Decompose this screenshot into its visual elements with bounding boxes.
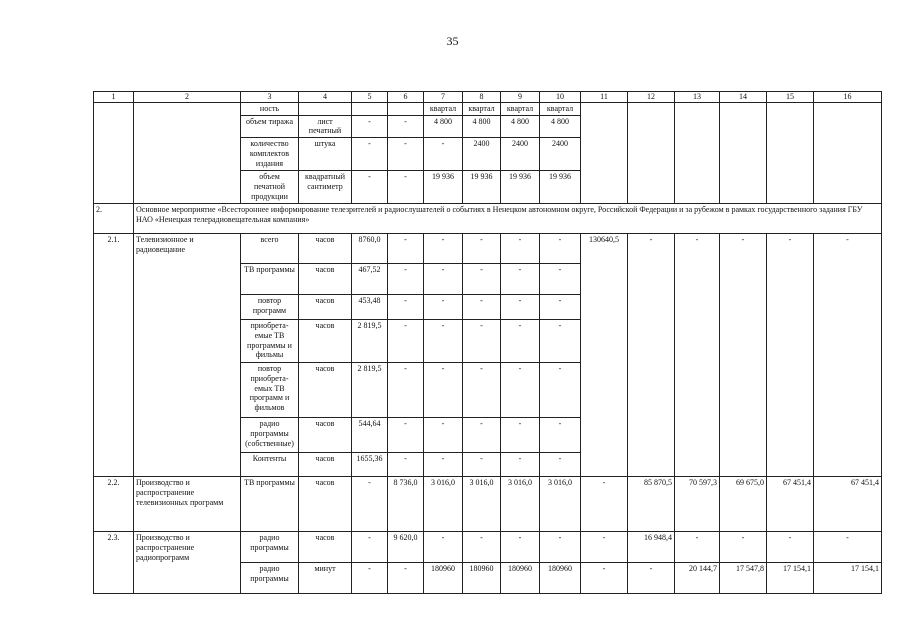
value-cell: - [501,363,540,418]
value-cell: - [540,418,581,453]
value-cell: 8760,0 [352,234,388,264]
value-cell: 180960 [540,563,581,594]
value-cell: - [352,171,388,204]
value-cell [388,102,424,115]
section-number: 2. [94,204,134,234]
value-cell: - [463,320,501,363]
value-cell: - [352,115,388,138]
cell-empty [675,102,720,203]
col-num: 13 [675,92,720,103]
value-cell: 8 736,0 [388,477,424,532]
indicator-label: ТВ программы [241,477,299,532]
value-cell: 4 800 [501,115,540,138]
finance-cell: 17 154,1 [814,563,882,594]
value-cell: - [501,532,540,563]
value-cell: - [540,320,581,363]
section-row [94,204,882,234]
indicator-label: количество комплектов издания [241,138,299,171]
finance-cell: 85 870,5 [628,477,675,532]
column-number-row [94,92,882,103]
value-cell: - [424,363,463,418]
finance-cell: 70 597,3 [675,477,720,532]
value-cell: - [540,234,581,264]
indicator-label: Контенты [241,453,299,477]
col-num: 5 [352,92,388,103]
value-cell: 453,48 [352,295,388,320]
finance-cell: - [581,532,628,563]
item-name: Производство и распространение телевизионных программ [134,477,241,532]
value-cell: - [540,264,581,295]
value-cell: квартал [463,102,501,115]
value-cell: 3 016,0 [501,477,540,532]
table-row [94,102,882,115]
unit-cell: часов [299,264,352,295]
cell-empty [814,102,882,203]
value-cell: 19 936 [501,171,540,204]
value-cell: - [352,477,388,532]
cell-empty [628,102,675,203]
value-cell: - [501,264,540,295]
value-cell: - [540,295,581,320]
value-cell: - [388,563,424,594]
table-row [94,477,882,532]
value-cell: 180960 [463,563,501,594]
value-cell: 2400 [540,138,581,171]
value-cell [352,102,388,115]
col-num: 8 [463,92,501,103]
col-num: 7 [424,92,463,103]
indicator-label: радио программы [241,563,299,594]
value-cell: - [424,295,463,320]
value-cell: - [501,234,540,264]
col-num: 2 [134,92,241,103]
value-cell: - [424,320,463,363]
unit-cell [299,102,352,115]
col-num: 14 [720,92,767,103]
finance-cell: 17 547,8 [720,563,767,594]
indicator-label: повтор программ [241,295,299,320]
value-cell: 4 800 [540,115,581,138]
value-cell: - [540,363,581,418]
finance-cell: 130640,5 [581,234,628,477]
cell-empty [767,102,814,203]
unit-cell: часов [299,418,352,453]
unit-cell: часов [299,453,352,477]
value-cell: - [463,418,501,453]
cell-empty [134,102,241,203]
indicator-label: повтор приобрета-емых ТВ программ и фильмов [241,363,299,418]
section-title: Основное мероприятие «Всестороннее информирование телезрителей и радиослушателей о событиях в Ненецком автономном округе, Российской Федерации и за рубежом в рамках государственного задания ГБУ НАО «Ненецкая телерадиовещательная компания» [134,204,882,234]
value-cell: - [388,363,424,418]
unit-cell: штука [299,138,352,171]
value-cell: - [540,532,581,563]
unit-cell: лист печатный [299,115,352,138]
cell-empty [94,102,134,203]
value-cell: - [388,264,424,295]
value-cell: - [463,453,501,477]
value-cell: квартал [424,102,463,115]
value-cell: 9 620,0 [388,532,424,563]
value-cell: - [424,234,463,264]
table-row [94,234,882,264]
table-row [94,532,882,563]
indicator-label: приобрета-емые ТВ программы и фильмы [241,320,299,363]
finance-cell: - [814,234,882,477]
unit-cell: минут [299,563,352,594]
unit-cell: часов [299,234,352,264]
value-cell: 19 936 [540,171,581,204]
finance-cell: - [675,234,720,477]
value-cell: - [388,295,424,320]
col-num: 10 [540,92,581,103]
value-cell: - [501,453,540,477]
item-number: 2.1. [94,234,134,477]
cell-empty [720,102,767,203]
finance-cell: 17 154,1 [767,563,814,594]
value-cell: квартал [501,102,540,115]
finance-cell: - [581,563,628,594]
finance-cell: - [581,477,628,532]
value-cell: - [388,234,424,264]
value-cell: - [501,418,540,453]
item-name: Производство и распространение радиопрограмм [134,532,241,594]
unit-cell: часов [299,532,352,563]
col-num: 9 [501,92,540,103]
indicator-label: всего [241,234,299,264]
budget-table [93,91,882,594]
finance-cell: 69 675,0 [720,477,767,532]
value-cell: - [501,295,540,320]
indicator-label: радио программы (собственные) [241,418,299,453]
finance-cell: 16 948,4 [628,532,675,563]
value-cell: - [388,418,424,453]
value-cell: - [463,363,501,418]
item-number: 2.3. [94,532,134,594]
value-cell: 467,52 [352,264,388,295]
unit-cell: часов [299,320,352,363]
value-cell: 180960 [501,563,540,594]
value-cell: - [424,264,463,295]
value-cell: 180960 [424,563,463,594]
finance-cell: - [628,563,675,594]
indicator-label: ТВ программы [241,264,299,295]
value-cell: 4 800 [463,115,501,138]
col-num: 15 [767,92,814,103]
value-cell: 19 936 [424,171,463,204]
value-cell: 3 016,0 [463,477,501,532]
cell-empty [581,102,628,203]
value-cell: - [388,171,424,204]
indicator-label: ность [241,102,299,115]
finance-cell: - [720,532,767,563]
finance-cell: - [767,234,814,477]
finance-cell: 67 451,4 [767,477,814,532]
unit-cell: часов [299,295,352,320]
value-cell: 544,64 [352,418,388,453]
value-cell: 19 936 [463,171,501,204]
value-cell: - [424,532,463,563]
finance-cell: 67 451,4 [814,477,882,532]
value-cell: - [352,138,388,171]
value-cell: - [463,234,501,264]
value-cell: 4 800 [424,115,463,138]
col-num: 6 [388,92,424,103]
value-cell: 2 819,5 [352,363,388,418]
value-cell: - [388,115,424,138]
finance-cell: - [628,234,675,477]
value-cell: - [463,264,501,295]
value-cell: 2 819,5 [352,320,388,363]
indicator-label: радио программы [241,532,299,563]
value-cell: 1655,36 [352,453,388,477]
value-cell: 3 016,0 [424,477,463,532]
value-cell: - [501,320,540,363]
unit-cell: часов [299,363,352,418]
finance-cell: 20 144,7 [675,563,720,594]
col-num: 1 [94,92,134,103]
col-num: 3 [241,92,299,103]
indicator-label: объем печатной продукции [241,171,299,204]
value-cell: - [424,138,463,171]
value-cell: - [352,532,388,563]
finance-cell: - [767,532,814,563]
value-cell: - [424,418,463,453]
value-cell: квартал [540,102,581,115]
value-cell: - [388,138,424,171]
value-cell: 3 016,0 [540,477,581,532]
value-cell: - [540,453,581,477]
value-cell: - [352,563,388,594]
indicator-label: объем тиража [241,115,299,138]
unit-cell: квадратный сантиметр [299,171,352,204]
finance-cell: - [675,532,720,563]
col-num: 11 [581,92,628,103]
col-num: 16 [814,92,882,103]
page-number: 35 [446,34,459,48]
value-cell: - [463,295,501,320]
value-cell: 2400 [463,138,501,171]
value-cell: - [424,453,463,477]
finance-cell: - [720,234,767,477]
value-cell: - [463,532,501,563]
value-cell: - [388,320,424,363]
finance-cell: - [814,532,882,563]
unit-cell: часов [299,477,352,532]
item-name: Телевизионное и радиовещание [134,234,241,477]
value-cell: - [388,453,424,477]
item-number: 2.2. [94,477,134,532]
col-num: 12 [628,92,675,103]
value-cell: 2400 [501,138,540,171]
col-num: 4 [299,92,352,103]
